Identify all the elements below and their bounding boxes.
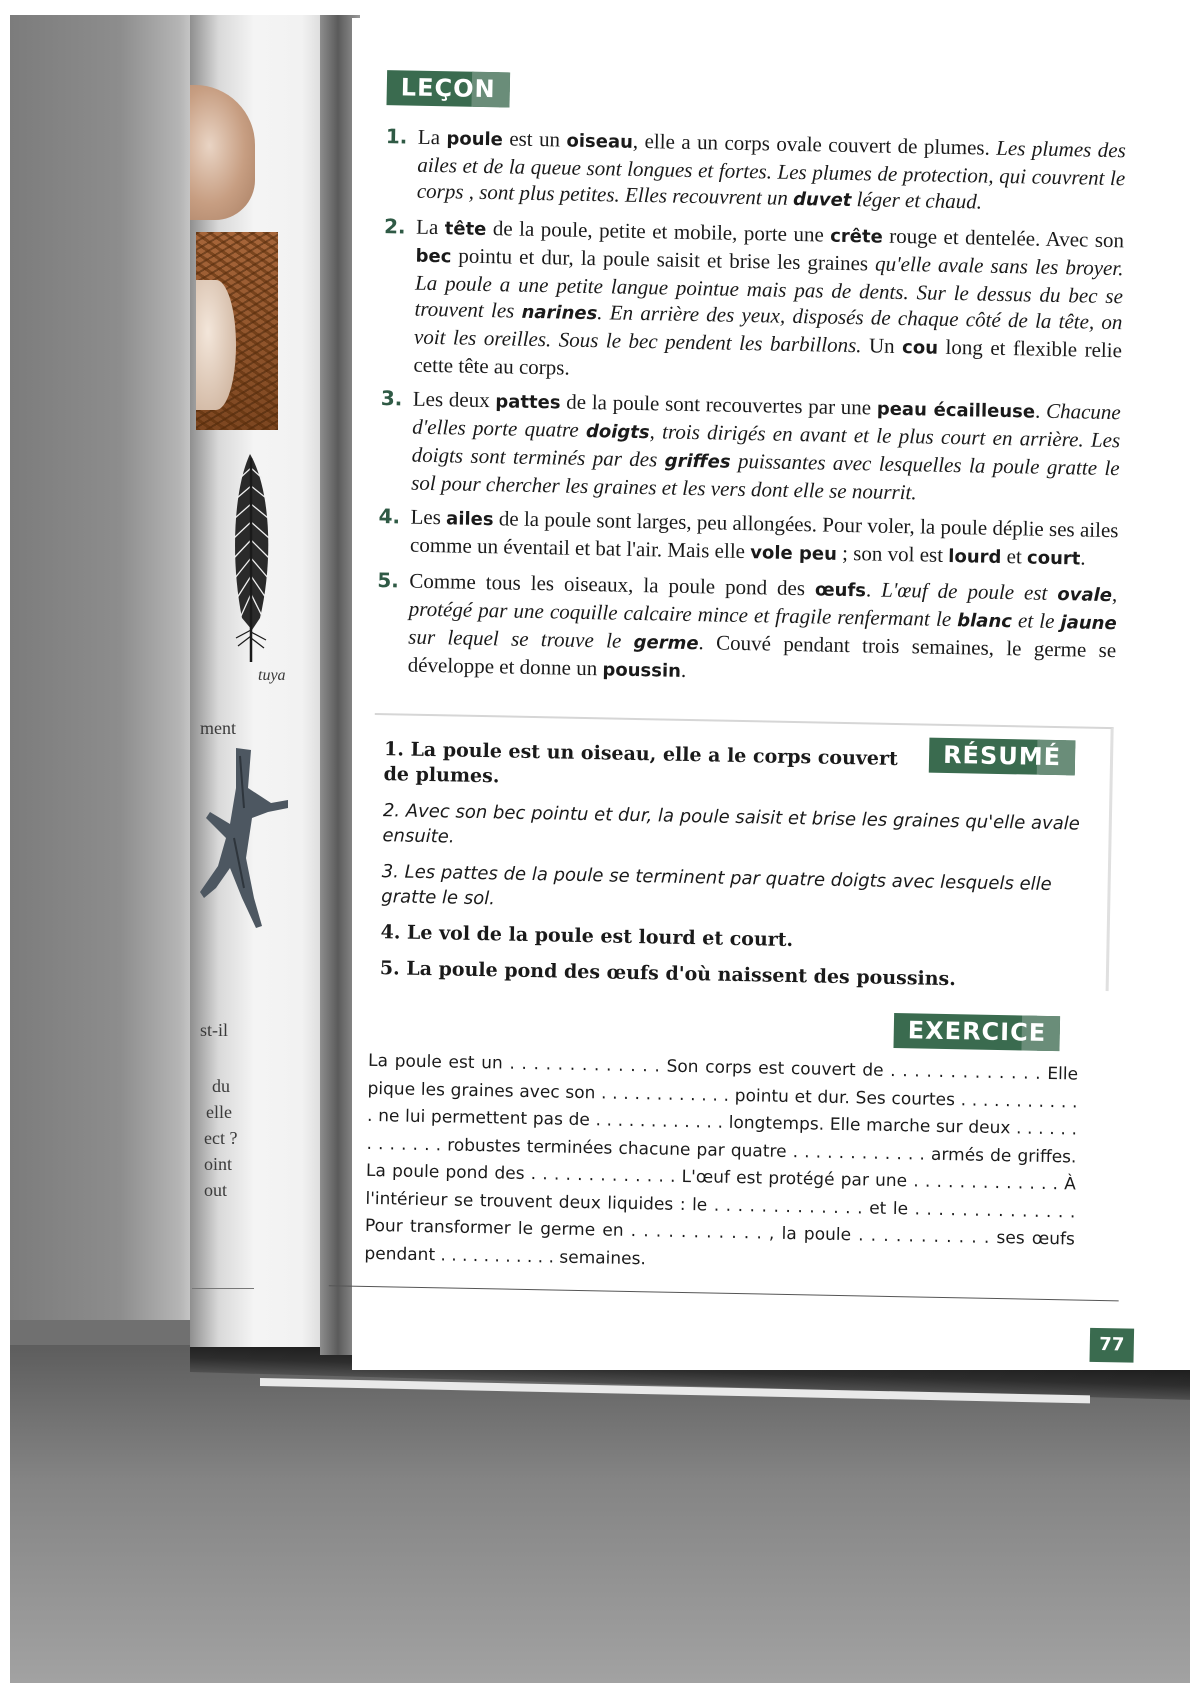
lesson-text: de la poule sont larges, peu allongées. Pour voler, la poule déplie ses ailes comme un éventail et bat l'air. Mais elle [409,506,1119,564]
lesson-keyword: bec [415,245,452,268]
lesson-item [375,567,1117,693]
lesson-text: Les plumes des ailes et de la queue sont longues et fortes. Les plumes de protection, qui couvrent le corps , sont plus petites. Elles recouvrent un [416,135,1126,210]
lesson-keyword: tête [444,218,487,241]
lesson-keyword: doigts [585,420,650,444]
lesson-text: . Couvé pendant trois semaines, le germe se développe et donne un [407,630,1117,681]
summary-list [379,737,1084,1005]
left-page-fragment: out [204,1180,228,1200]
lesson-item-number: 2. [383,214,406,239]
lesson-keyword: narines [521,301,598,325]
lesson-item-number: 3. [380,386,403,411]
left-page-fragment: du [212,1076,230,1096]
lesson-text: , protégé par une coquille calcaire mince et fragile renfermant le [408,582,1118,632]
lesson-text: et [1001,543,1028,569]
lesson-text: et le [1011,608,1061,634]
left-page-fragment: ect ? [204,1128,238,1148]
lesson-text: puissantes avec lesquelles la poule gratte le sol pour chercher les graines et les vers dont elle se nourrit. [411,448,1120,505]
summary-box [370,713,1114,991]
lesson-text: qu'elle avale sans les broyer. La poule a une petite langue pointue mais pas de dents. Sur le dessus du bec se trouvent les [414,251,1124,323]
exercise-text: La poule est un . . . . . . . . . . . . . Son corps est couvert de . . . . . . . . . . . . . Elle pique les graines avec son . . . . . . . . . . . . pointu et dur. Ses courtes . . . . . . . . . . . . ne lui permettent pas de . . . . . . . . . . . . longtemps. Elle marche sur deux . . . . . . . . . . . . . robustes terminées chacune par quatre . . . . . . . . . . . . armés de griffes. La poule pond des . . . . . . . . . . . . . L'œuf est protégé par une . . . . . . . . . . . . . À l'intérieur se trouvent deux liquides : le . . . . . . . . . . . . . et le . . . . . . . . . . . . . . Pour transformer le germe en . . . . . . . . . . . , la poule . . . . . . . . . . . ses œufs pendant . . . . . . . . . . . semaines. [364,1050,1079,1269]
lesson-keyword: oiseau [566,130,634,153]
nest-egg-photo [196,280,236,410]
chicken-foot-illustration [196,748,296,938]
summary-banner-label: RÉSUMÉ [942,740,1062,772]
lesson-text: Les deux [412,386,496,413]
lesson-keyword: pattes [495,391,561,414]
lesson-text: , elle a un corps ovale couvert de plumes. [632,128,997,160]
lesson-text: . [680,657,687,682]
lesson-text: Les [410,504,447,530]
feather-illustration [212,448,290,676]
lesson-text: long et flexible relie cette tête au corps. [413,334,1123,380]
lesson-text: La [415,214,446,240]
lesson-keyword: cou [901,337,939,359]
lesson-keyword: germe [633,631,699,655]
exercise-banner-label: EXERCICE [907,1016,1047,1047]
lesson-text: L'œuf de poule est [881,577,1058,606]
lesson-keyword: peau écailleuse [876,398,1036,423]
left-page-fragment: st-il [200,1020,229,1040]
lesson-text: pointu et dur, la poule saisit et brise les graines [451,243,876,276]
summary-item: 5. La poule pond des œufs d'où naissent des poussins. [379,957,957,991]
left-page-fragment: oint [204,1154,233,1174]
lesson-keyword: ailes [445,508,494,531]
lesson-page [352,18,1190,1370]
page-content [353,17,1191,1356]
lesson-keyword: poule [446,128,504,151]
lesson-item-number: 4. [378,504,401,529]
lesson-keyword: jaune [1060,612,1117,635]
lesson-item-number: 5. [377,568,400,593]
left-page-fragment: elle [206,1102,232,1122]
left-page-rule [192,1288,254,1289]
lesson-keyword: griffes [664,450,731,473]
lesson-text: La [417,124,447,150]
lesson-text: . [865,577,882,602]
lesson-keyword: court [1026,547,1081,570]
lesson-text: de la poule, petite et mobile, porte une [486,216,831,247]
summary-item: 1. La poule est un oiseau, elle a le corps couvert de plumes. [383,738,899,788]
exercise-banner [893,1013,1060,1051]
lesson-item [378,503,1119,573]
lesson-text: ; son vol est [836,540,949,567]
left-page-fragment: ment [200,718,236,738]
lesson-text: est un [502,126,567,152]
lesson-text: . [1034,398,1047,423]
lesson-list [375,123,1126,701]
page-number: 77 [1089,1328,1134,1363]
summary-item: 2. Avec son bec pointu et dur, la poule saisit et brise les graines qu'elle avale ensuite. [382,800,1080,848]
left-page-fragment: tuya [258,667,286,684]
lesson-banner-label: LEÇON [400,73,496,104]
lesson-text: , trois dirigés en avant et le plus court en arrière. Les doigts sont terminés par des [411,419,1121,472]
lesson-text: Un [861,333,903,359]
scan-background-left [10,15,210,1345]
lesson-keyword: ovale [1057,584,1113,607]
lesson-keyword: crête [830,225,883,248]
lesson-item [379,385,1121,509]
summary-item: 3. Les pattes de la poule se terminent par quatre doigts avec lesquels elle gratte le sol. [381,861,1052,910]
lesson-keyword: poussin [602,659,682,682]
lesson-text: . [1080,545,1086,570]
lesson-item [385,123,1126,219]
lesson-keyword: lourd [948,545,1002,568]
lesson-text: de la poule sont recouvertes par une [560,389,878,420]
lesson-keyword: œufs [814,579,867,602]
summary-item: 4. Le vol de la poule est lourd et court. [380,921,794,952]
lesson-text: Chacune d'elles porte quatre [412,398,1121,442]
lesson-keyword: duvet [792,188,852,212]
lesson-banner [386,70,509,107]
lesson-keyword: blanc [957,610,1013,633]
lesson-text: Comme tous les oiseaux, la poule pond des [409,568,816,601]
lesson-item-number: 1. [385,124,408,149]
lesson-keyword: vole peu [750,542,838,565]
lesson-text: . En arrière des yeux, disposés de chaque côté de la tête, on voit les oreilles. Sous le bec pendent les barbillons. [413,300,1123,358]
lesson-item [381,213,1124,391]
lesson-text: sur lequel se trouve le [408,624,634,653]
lesson-text: léger et chaud. [851,187,983,214]
page-footer-rule [329,1285,1119,1301]
lesson-text: rouge et dentelée. Avec son [882,223,1125,253]
